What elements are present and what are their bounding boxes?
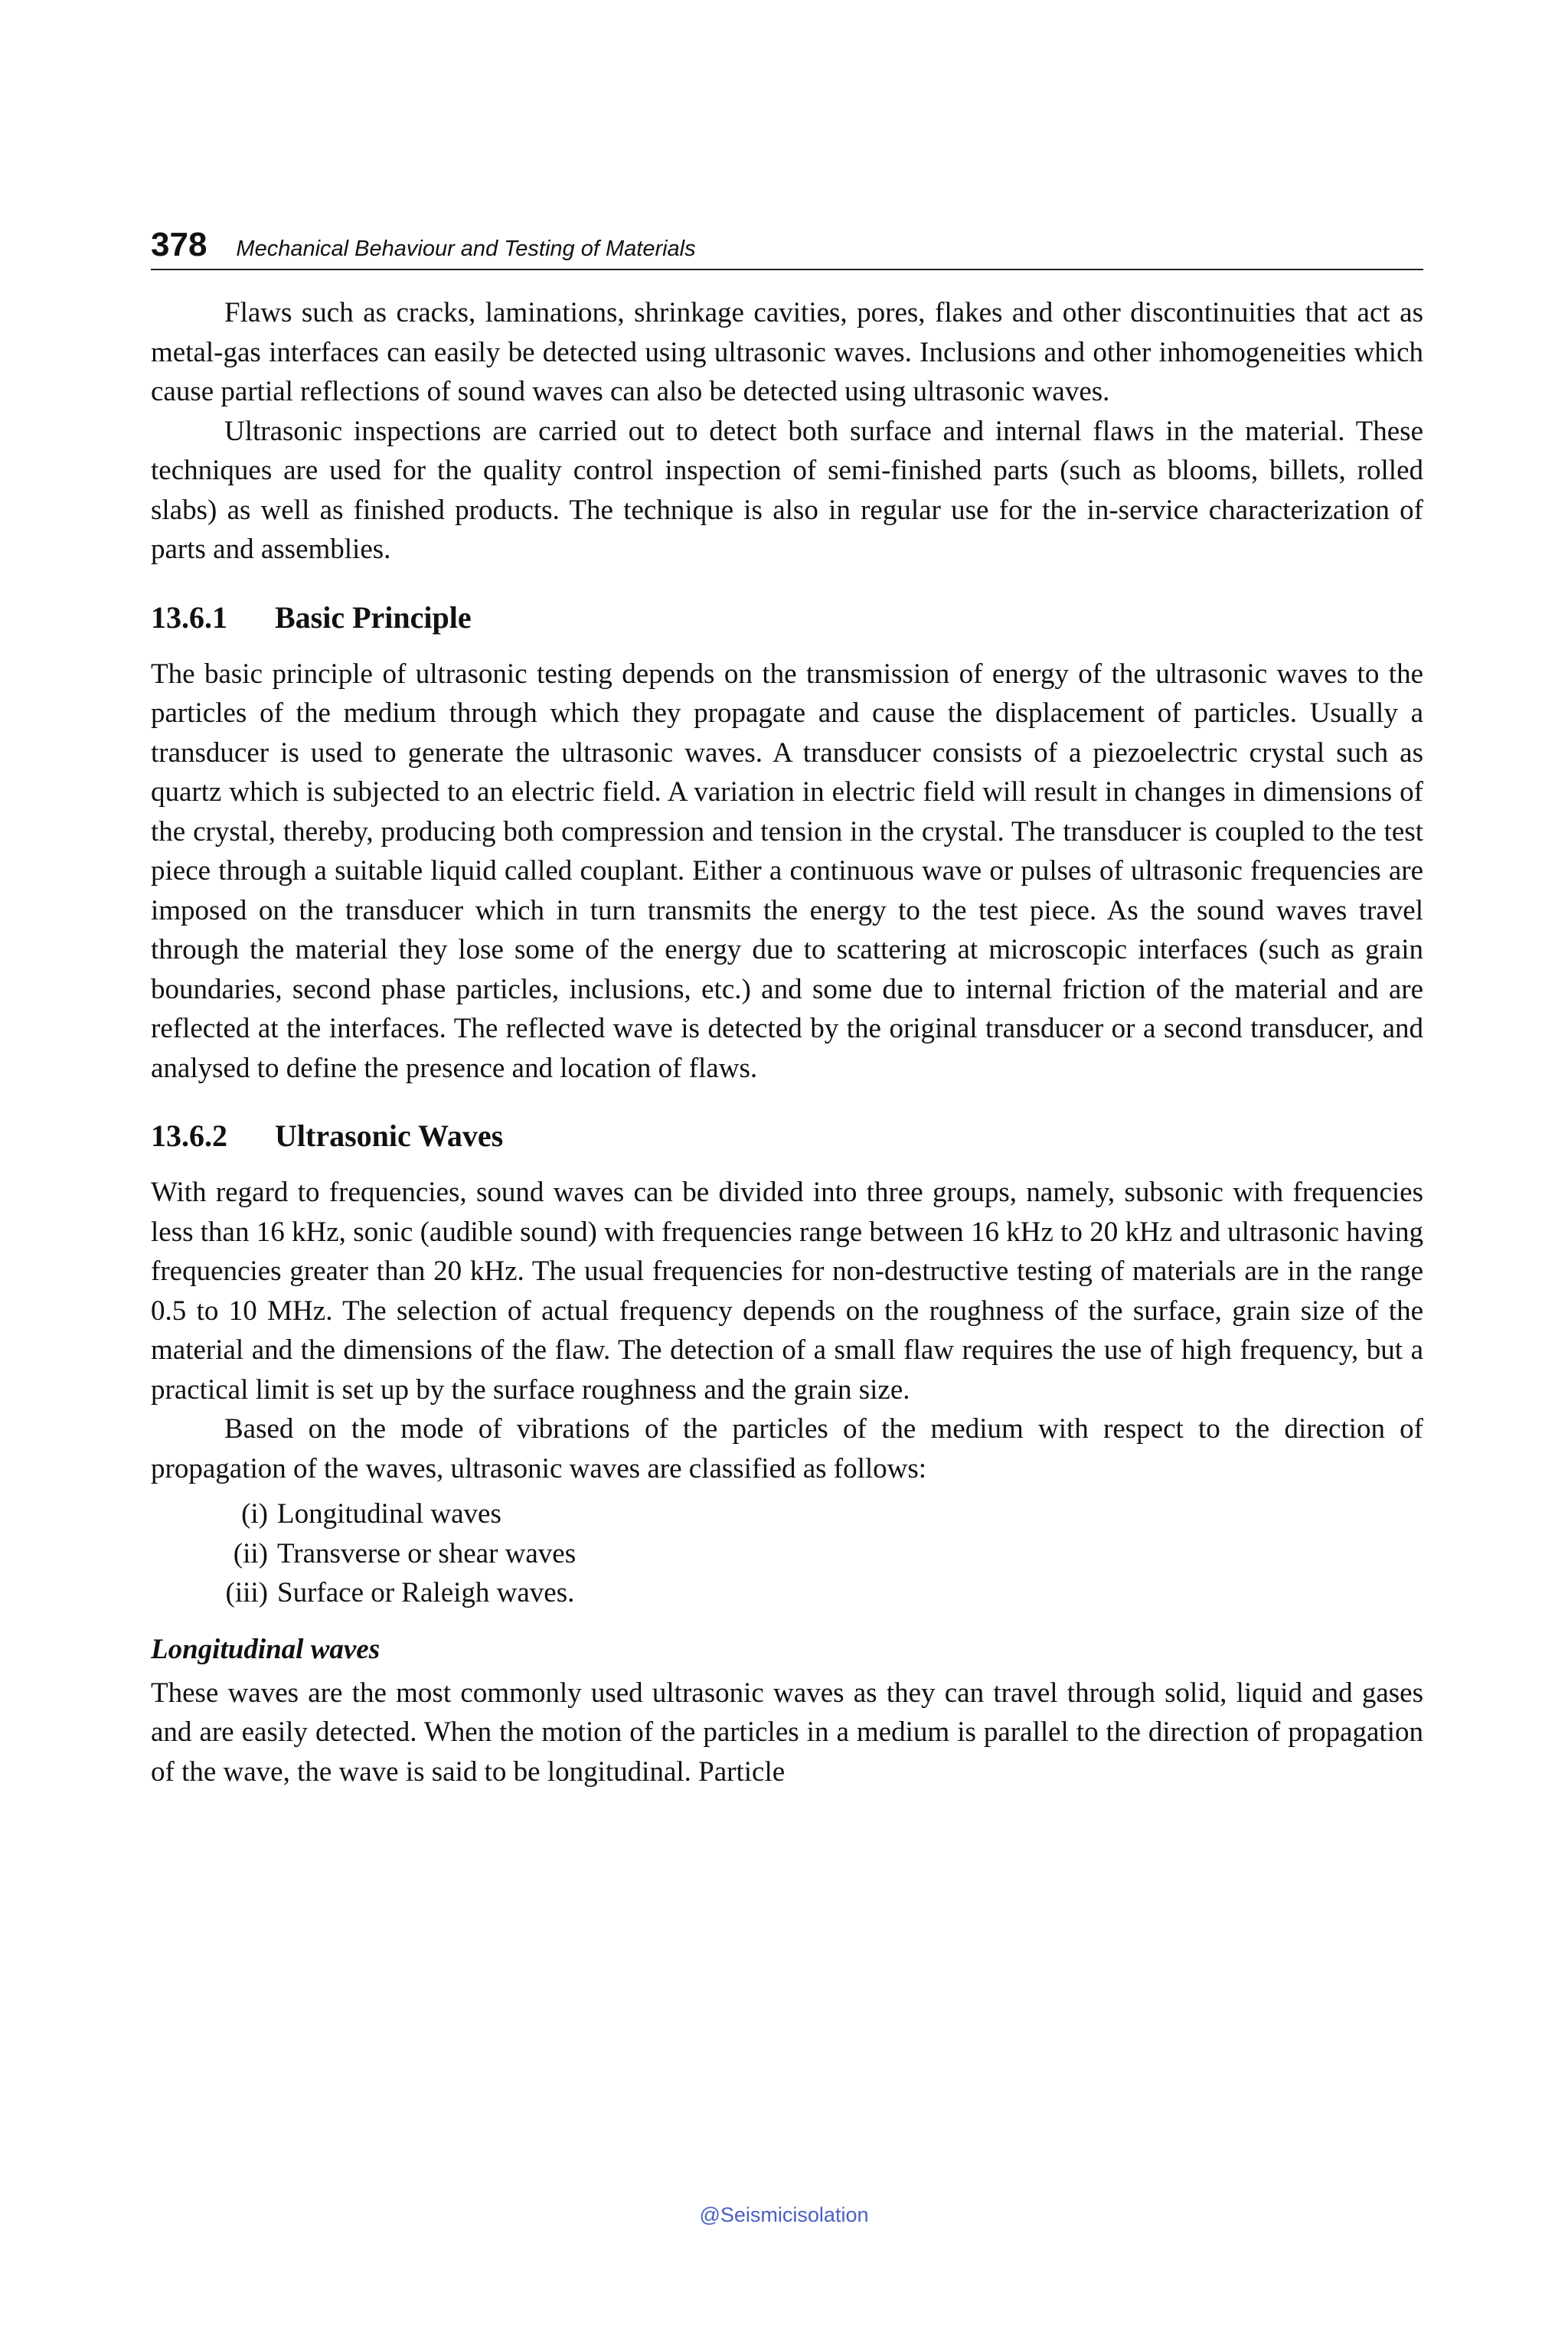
list-marker: (i) bbox=[241, 1498, 268, 1530]
frequencies-paragraph: With regard to frequencies, sound waves can be divided into three groups, namely, subsonic with frequencies less than 16 kHz, sonic (audible sound) with frequencies range between 16 kHz to 20 kHz and ultrasonic having frequencies greater than 20 kHz. The usual frequencies for non-destructive testing of materials are in the range 0.5 to 10 MHz. The selection of actual frequency depends on the roughness of the surface, grain size of the material and the dimensions of the flaw. The detection of a small flaw requires the use of high frequency, but a practical limit is set up by the surface roughness and the grain size. bbox=[151, 1177, 1423, 1406]
running-header bbox=[151, 226, 1423, 270]
list-text: Surface or Raleigh waves. bbox=[277, 1577, 575, 1608]
page-number: 378 bbox=[151, 226, 207, 263]
section-heading-ultrasonic-waves bbox=[151, 1118, 1423, 1154]
list-item bbox=[151, 1494, 1423, 1534]
section-title: Ultrasonic Waves bbox=[275, 1119, 504, 1153]
list-text: Longitudinal waves bbox=[277, 1498, 501, 1530]
watermark: @Seismicisolation bbox=[699, 2203, 869, 2226]
subsection-heading-longitudinal-waves: Longitudinal waves bbox=[151, 1633, 381, 1665]
intro-paragraph-1: Flaws such as cracks, laminations, shrinkage cavities, pores, flakes and other discontinuities that act as metal-gas interfaces can easily be detected using ultrasonic waves. Inclusions and other inhomogeneities which cause partial reflections of sound waves can also be detected using ultrasonic waves. bbox=[151, 297, 1423, 407]
section-number: 13.6.1 bbox=[151, 599, 227, 635]
list-item bbox=[151, 1534, 1423, 1574]
book-title: Mechanical Behaviour and Testing of Materials bbox=[236, 237, 696, 261]
longitudinal-waves-paragraph: These waves are the most commonly used ultrasonic waves as they can travel through solid, liquid and gases and are easily detected. When the motion of the particles in a medium is parallel to the direction of propagation of the wave, the wave is said to be longitudinal. Particle bbox=[151, 1677, 1423, 1788]
list-marker: (ii) bbox=[233, 1537, 268, 1569]
section-title: Basic Principle bbox=[275, 599, 472, 635]
wave-types-list bbox=[151, 1494, 1423, 1613]
classification-paragraph: Based on the mode of vibrations of the particles of the medium with respect to the direction of propagation of the waves, ultrasonic waves are classified as follows: bbox=[151, 1413, 1423, 1484]
list-marker: (iii) bbox=[225, 1577, 268, 1608]
list-text: Transverse or shear waves bbox=[277, 1537, 577, 1569]
section-heading-basic-principle bbox=[151, 599, 1423, 635]
list-item bbox=[151, 1573, 1423, 1613]
section-number: 13.6.2 bbox=[151, 1119, 227, 1153]
basic-principle-paragraph: The basic principle of ultrasonic testing depends on the transmission of energy of the ultrasonic waves to the particles of the medium through which they propagate and cause the displacement of particles. Usually a transducer is used to generate the ultrasonic waves. A transducer consists of a piezoelectric crystal such as quartz which is subjected to an electric field. A variation in electric field will result in changes in dimensions of the crystal, thereby, producing both compression and tension in the crystal. The transducer is coupled to the test piece through a suitable liquid called couplant. Either a continuous wave or pulses of ultrasonic frequencies are imposed on the transducer which in turn transmits the energy to the test piece. As the sound waves travel through the material they lose some of the energy due to scattering at microscopic interfaces (such as grain boundaries, second phase particles, inclusions, etc.) and some due to internal friction of the material and are reflected at the interfaces. The reflected wave is detected by the original transducer or a second transducer, and analysed to define the presence and location of flaws. bbox=[151, 658, 1423, 1084]
book-page bbox=[151, 226, 1423, 1791]
intro-paragraph-2: Ultrasonic inspections are carried out to detect both surface and internal flaws in the material. These techniques are used for the quality control inspection of semi-finished parts (such as blooms, billets, rolled slabs) as well as finished products. The technique is also in regular use for the in-service characterization of parts and assemblies. bbox=[151, 415, 1423, 565]
